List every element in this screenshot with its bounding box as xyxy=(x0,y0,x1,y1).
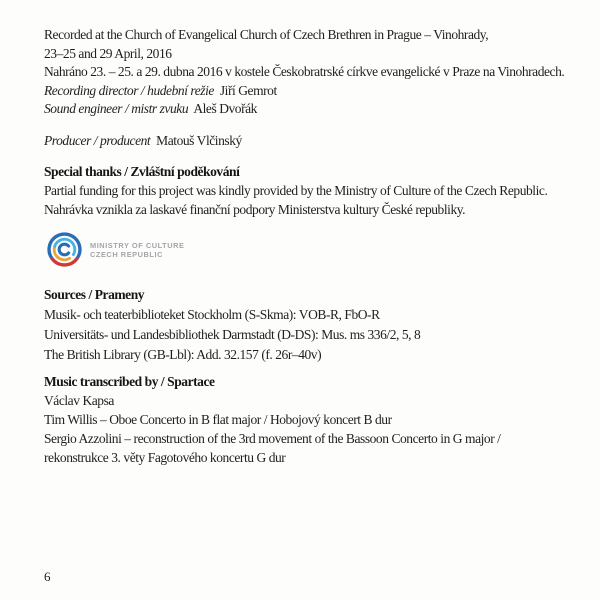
transcription-heading: Music transcribed by / Spartace xyxy=(44,374,215,389)
credit-sound-engineer-name: Aleš Dvořák xyxy=(193,101,257,116)
ministry-of-culture-logo-text xyxy=(90,241,184,259)
source-item-darmstadt: Universitäts- und Landesbibliothek Darmstadt (D-DS): Mus. ms 336/2, 5, 8 xyxy=(44,327,421,342)
transcriber-azzolini-line1: Sergio Azzolini – reconstruction of the 3rd movement of the Bassoon Concerto in G major / xyxy=(44,431,501,446)
credit-sound-engineer xyxy=(44,101,257,117)
credit-producer xyxy=(44,133,242,149)
source-item-british-library: The British Library (GB-Lbl): Add. 32.157 (f. 26r–40v) xyxy=(44,347,322,362)
credit-sound-engineer-label: Sound engineer / mistr zvuku xyxy=(44,101,189,116)
ministry-of-culture-logo-icon xyxy=(47,232,82,267)
credit-recording-director xyxy=(44,83,277,99)
special-thanks-line-en: Partial funding for this project was kindly provided by the Ministry of Culture of the Czech Republic. xyxy=(44,183,548,198)
credit-producer-name: Matouš Vlčinský xyxy=(156,133,242,148)
special-thanks-heading: Special thanks / Zvláštní poděkování xyxy=(44,164,240,179)
credit-recording-director-name: Jiří Gemrot xyxy=(219,83,277,98)
transcriber-kapsa: Václav Kapsa xyxy=(44,393,114,408)
ministry-of-culture-logo xyxy=(47,232,184,267)
recording-location-line-cs: Nahráno 23. – 25. a 29. dubna 2016 v kostele Českobratrské církve evangelické v Praze na Vinohradech. xyxy=(44,64,565,79)
credit-recording-director-label: Recording director / hudební režie xyxy=(44,83,214,98)
recording-date-line-en: 23–25 and 29 April, 2016 xyxy=(44,46,172,61)
special-thanks-line-cs: Nahrávka vznikla za laskavé finanční podpory Ministerstva kultury České republiky. xyxy=(44,202,466,217)
source-item-stockholm: Musik- och teaterbiblioteket Stockholm (S-Skma): VOB-R, FbO-R xyxy=(44,307,380,322)
ministry-logo-text-line1: MINISTRY OF CULTURE xyxy=(90,240,185,250)
credit-producer-label: Producer / producent xyxy=(44,133,151,148)
ministry-logo-text-line2: CZECH REPUBLIC xyxy=(90,249,163,259)
page-number: 6 xyxy=(44,569,51,584)
sources-heading: Sources / Prameny xyxy=(44,287,145,302)
transcriber-azzolini-line2: rekonstrukce 3. věty Fagotového koncertu G dur xyxy=(44,450,286,465)
recording-location-line-en: Recorded at the Church of Evangelical Church of Czech Brethren in Prague – Vinohrady, xyxy=(44,27,489,42)
transcriber-willis: Tim Willis – Oboe Concerto in B flat major / Hobojový koncert B dur xyxy=(44,412,392,427)
